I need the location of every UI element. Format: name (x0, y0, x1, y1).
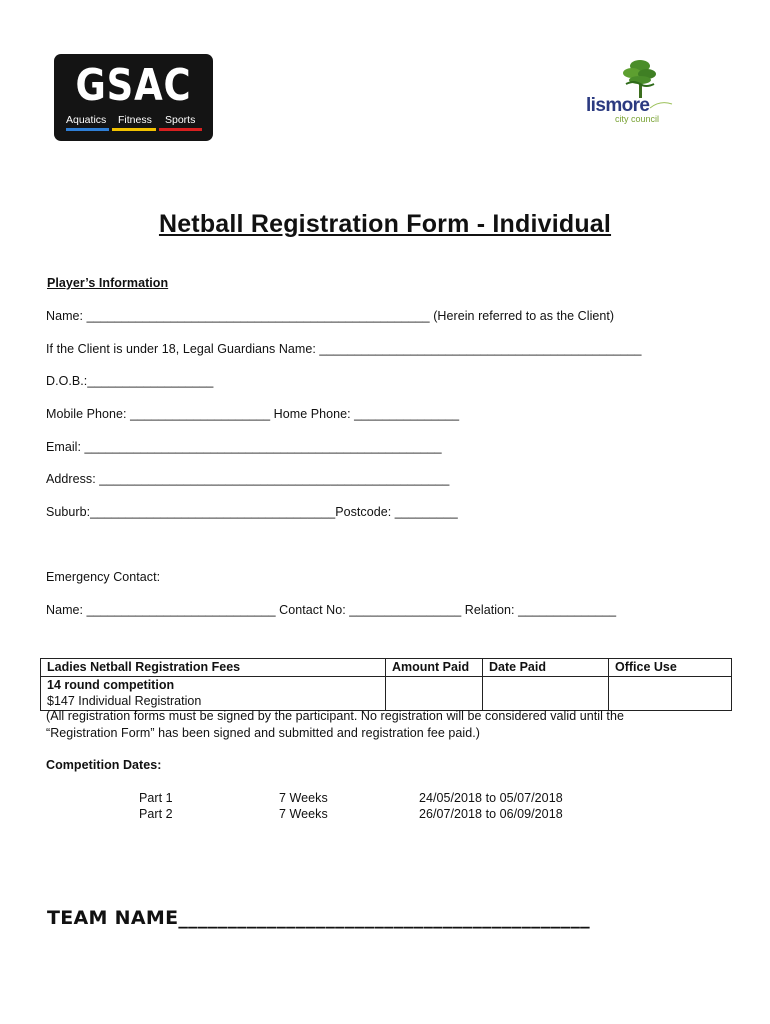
players-info-heading: Player’s Information (47, 276, 169, 290)
part-1-label: Part 1 (139, 791, 173, 805)
emergency-contact-heading: Emergency Contact: (46, 570, 161, 584)
gsac-bar-aquatics (66, 128, 109, 131)
registration-fee: $147 Individual Registration (47, 694, 202, 708)
document-title: Netball Registration Form - Individual (158, 210, 612, 238)
gsac-logo-word: GSAC (75, 60, 192, 111)
amount-paid-cell[interactable] (386, 676, 483, 710)
gsac-logo (54, 54, 213, 141)
suburb-postcode-field[interactable]: Suburb:___________________________________Postcode: _________ (46, 505, 458, 519)
part-1-dates: 24/05/2018 to 05/07/2018 (419, 791, 563, 805)
fees-table-row (41, 676, 732, 710)
date-paid-cell[interactable] (483, 676, 609, 710)
client-name-field[interactable]: Name: _________________________________________________ (Herein referred to as the Client) (46, 309, 615, 323)
emergency-contact-fields[interactable]: Name: ___________________________ Contact No: ________________ Relation: ______________ (46, 603, 617, 617)
dob-field[interactable]: D.O.B.:__________________ (46, 374, 214, 388)
fees-header-fees: Ladies Netball Registration Fees (41, 659, 386, 677)
competition-rounds: 14 round competition (47, 677, 175, 692)
gsac-bar-sports (159, 128, 202, 131)
competition-dates-heading: Competition Dates: (46, 758, 162, 772)
fees-table (40, 658, 732, 711)
lismore-logo-word: lismore (586, 95, 650, 116)
phone-fields[interactable]: Mobile Phone: ____________________ Home Phone: _______________ (46, 407, 460, 421)
tree-icon (620, 58, 666, 100)
part-2-label: Part 2 (139, 807, 173, 821)
team-name-field[interactable]: TEAM NAME__________________________________________ (47, 907, 590, 929)
email-field[interactable]: Email: ___________________________________________________ (46, 440, 442, 454)
fees-description-cell (41, 676, 386, 710)
guardian-name-field[interactable]: If the Client is under 18, Legal Guardians Name: ______________________________________________ (46, 342, 642, 356)
gsac-tag-sports: Sports (165, 114, 196, 126)
lismore-logo (582, 58, 682, 132)
fees-header-amount-paid: Amount Paid (386, 659, 483, 677)
notice-line-1: (All registration forms must be signed by the participant. No registration will be considered valid until the (46, 709, 624, 723)
fees-table-header (41, 659, 732, 677)
office-use-cell[interactable] (609, 676, 732, 710)
fees-header-office-use: Office Use (609, 659, 732, 677)
gsac-bar-fitness (112, 128, 156, 131)
address-field[interactable]: Address: __________________________________________________ (46, 472, 450, 486)
notice-line-2: “Registration Form” has been signed and submitted and registration fee paid.) (46, 726, 480, 740)
gsac-tag-aquatics: Aquatics (66, 114, 107, 126)
part-2-duration: 7 Weeks (279, 807, 328, 821)
fees-header-date-paid: Date Paid (483, 659, 609, 677)
part-1-duration: 7 Weeks (279, 791, 328, 805)
part-2-dates: 26/07/2018 to 06/09/2018 (419, 807, 563, 821)
gsac-tag-fitness: Fitness (118, 114, 152, 126)
lismore-logo-sub: city council (615, 114, 660, 124)
swoosh-icon (648, 98, 674, 112)
